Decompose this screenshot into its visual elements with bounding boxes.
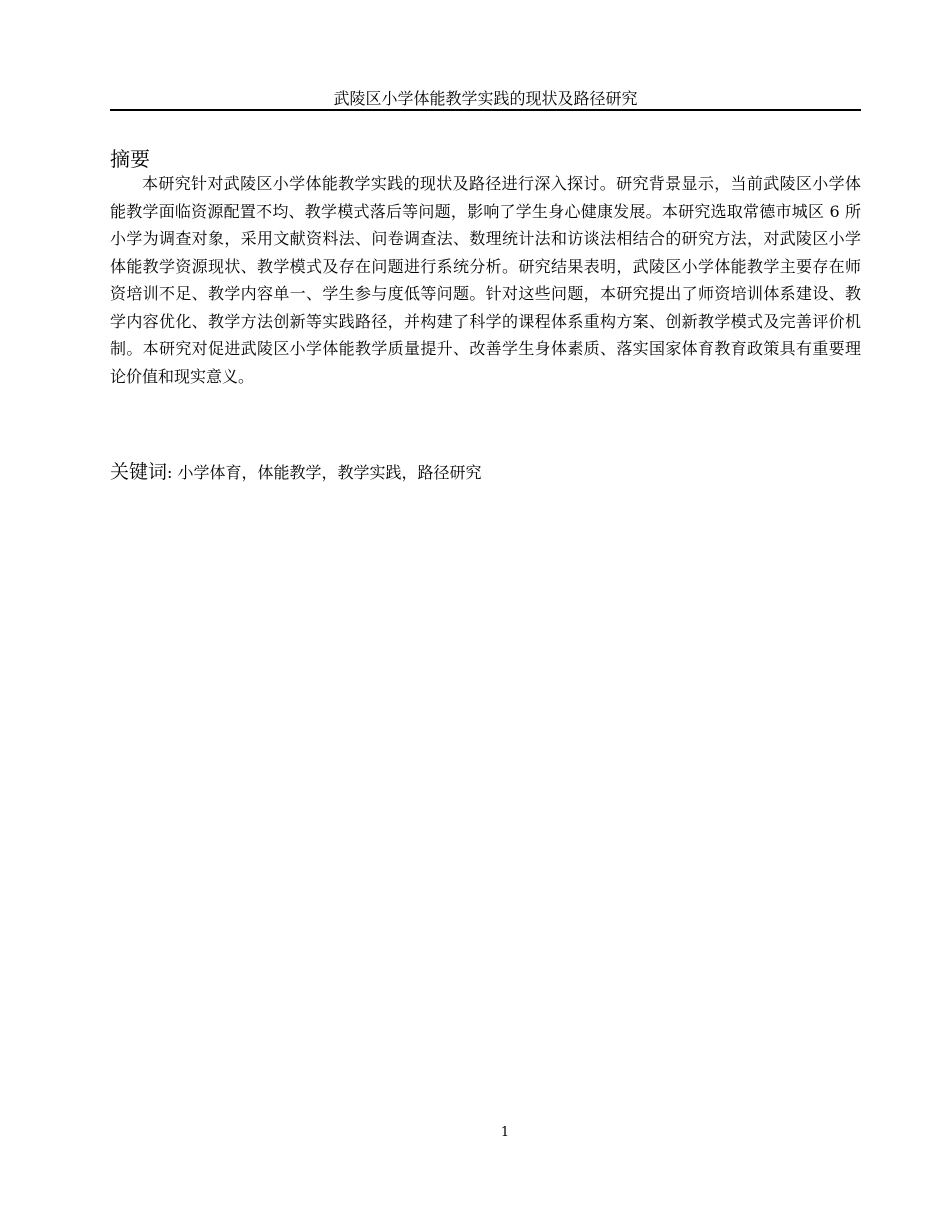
keywords-label: 关键词 [110,461,168,483]
abstract-body: 本研究针对武陵区小学体能教学实践的现状及路径进行深入探讨。研究背景显示，当前武陵区小学体能教学面临资源配置不均、教学模式落后等问题，影响了学生身心健康发展。本研究选取常德市城区 6 所小学为调查对象，采用文献资料法、问卷调查法、数理统计法和访谈法相结合的研究方法，对武陵区小学体能教学资源现状、教学模式及存在问题进行系统分析。研究结果表明，武陵区小学体能教学主要存在师资培训不足、教学内容单一、学生参与度低等问题。针对这些问题，本研究提出了师资培训体系建设、教学内容优化、教学方法创新等实践路径，并构建了科学的课程体系重构方案、创新教学模式及完善评价机制。本研究对促进武陵区小学体能教学质量提升、改善学生身体素质、落实国家体育教育政策具有重要理论价值和现实意义。 [110,174,861,386]
running-header-title: 武陵区小学体能教学实践的现状及路径研究 [333,89,638,108]
abstract-heading: 摘要 [110,147,150,171]
keywords-separator: : [167,463,173,482]
page-number: 1 [500,1125,510,1140]
header-rule [110,109,861,111]
keywords-line [110,459,861,486]
keywords-value: 小学体育，体能教学，教学实践，路径研究 [177,463,482,482]
